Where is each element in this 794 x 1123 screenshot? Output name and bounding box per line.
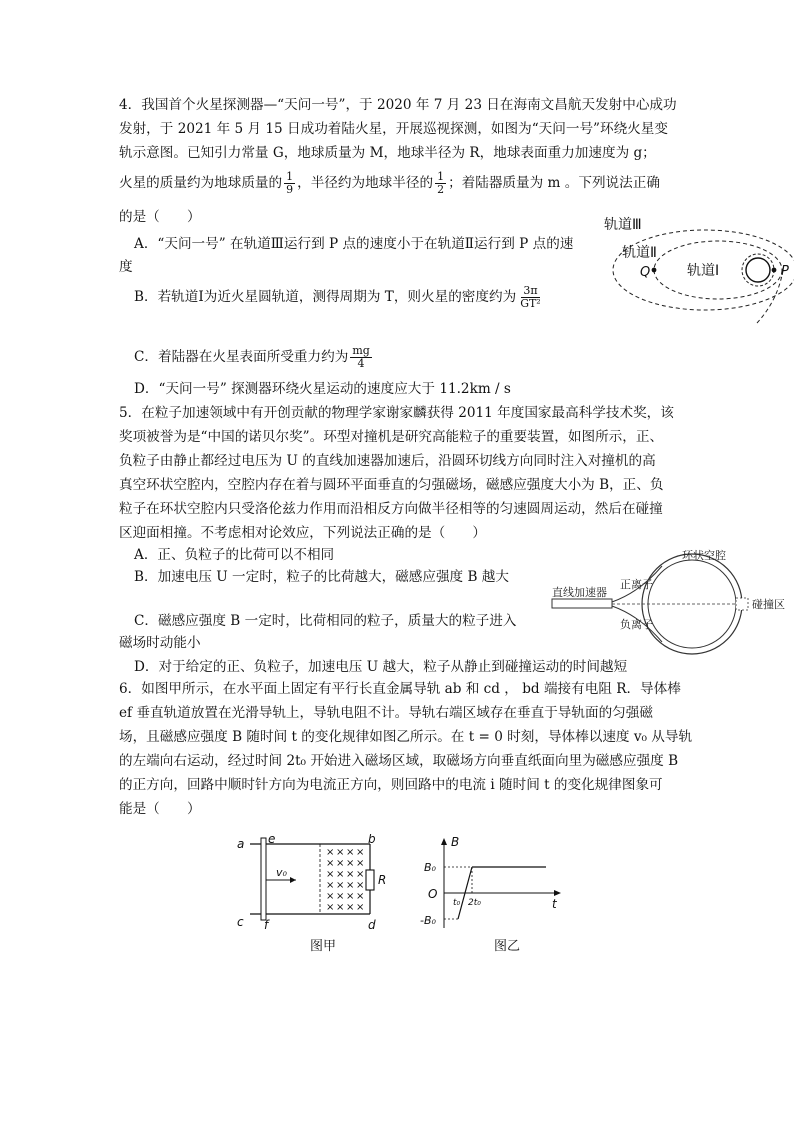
q6-line3: 场，且磁感应强度 B 随时间 t 的变化规律如图乙所示。在 t = 0 时刻，导体棒以速度 v₀ 从导轨 [119,729,693,745]
field-cross-mark: × [336,880,345,891]
field-cross-mark: × [346,858,355,869]
label-t-axis: t [552,897,557,911]
label-2t0: 2t₀ [468,898,481,908]
q5-option-c-line2: 磁场时动能小 [119,635,201,651]
q4-orbit-figure [600,210,794,335]
point-p [772,268,777,273]
label-a: a [237,837,245,851]
cavity-label: 环状空腔 [682,549,726,562]
q5-option-a: A．正、负粒子的比荷可以不相同 [134,547,335,563]
q6-figure-b [418,834,568,956]
label-e: e [268,834,276,846]
label-c: c [237,915,244,929]
field-cross-mark: × [356,858,365,869]
field-cross-mark: × [336,902,345,913]
q5-line6: 区迎面相撞。不考虑相对论效应，下列说法正确的是（ ） [119,525,487,541]
label-v0: v₀ [276,866,287,879]
caption-figure-a: 图甲 [310,939,337,954]
q6-line1: 6．如图甲所示，在水平面上固定有平行长直金属导轨 ab 和 cd ， bd 端接有电阻 R．导体棒 [119,681,681,697]
q4-line4a: 火星的质量约为地球质量的 [119,175,283,191]
field-cross-mark: × [346,902,355,913]
label-f: f [264,918,269,932]
q5-line5: 粒子在环状空腔内只受洛伦兹力作用而沿相反方向做半径相等的匀速圆周运动，然后在碰撞 [119,501,663,517]
q5-option-d: D．对于给定的正、负粒子，加速电压 U 越大，粒子从静止到碰撞运动的时间越短 [134,659,628,675]
field-cross-mark: × [326,847,335,858]
q5-option-c-line1: C．磁感应强度 B 一定时，比荷相同的粒子，质量大的粒子进入 [134,613,517,629]
label-q: Q [640,265,651,280]
caption-figure-b: 图乙 [494,939,521,954]
q5-line2: 奖项被誉为是“中国的诺贝尔奖”。环型对撞机是研究高能粒子的重要装置，如图所示，正、 [119,429,664,445]
field-cross-mark: × [336,847,345,858]
q5-line3: 负粒子由静止都经过电压为 U 的直线加速器加速后，沿圆环切线方向同时注入对撞机的高 [119,453,656,469]
q4-line1: 4．我国首个火星探测器—“天问一号”，于 2020 年 7 月 23 日在海南文昌航天发射中心成功 [119,97,677,113]
field-cross-mark: × [326,902,335,913]
label-origin: O [428,887,438,901]
magnetic-field-region [326,847,364,913]
q4-line4 [119,170,660,196]
field-cross-mark: × [326,880,335,891]
field-cross-mark: × [356,891,365,902]
label-b-axis: B [451,835,460,849]
accelerator-label: 直线加速器 [552,586,607,599]
q4-line4c: ；着陆器质量为 m 。下列说法正确 [448,175,660,191]
q4-option-b [134,284,545,310]
positive-ion-label: 正离子 [620,578,653,591]
field-cross-mark: × [346,869,355,880]
q4-option-a-line1: A．“天问一号” 在轨道Ⅲ运行到 P 点的速度小于在轨道Ⅱ运行到 P 点的速 [134,236,574,252]
label-neg-b0: -B₀ [420,914,436,927]
label-d: d [368,918,376,932]
field-cross-mark: × [326,869,335,880]
q5-option-b: B．加速电压 U 一定时，粒子的比荷越大，磁感应强度 B 越大 [134,569,509,585]
q4-line3: 轨示意图。已知引力常量 G，地球质量为 M，地球半径为 R，地球表面重力加速度为 g； [119,145,656,161]
label-r: R [378,873,387,887]
q6-line5: 的正方向，回路中顺时针方向为电流正方向，则回路中的电流 i 随时间 t 的变化规律图象可 [119,777,663,793]
label-p: P [781,264,789,279]
negative-ion-label: 负离子 [620,618,653,631]
q4-fraction-one-ninth: $\frac{1}{9}$ [286,170,294,196]
field-cross-mark: × [346,847,355,858]
field-cross-mark: × [336,891,345,902]
q6-line6: 能是（ ） [119,801,201,817]
q4-line4b: ，半径约为地球半径的 [297,175,434,191]
q4-option-b-fraction: $\frac{3\pi}{\text{GT²}}$ [520,284,541,310]
label-t0: t₀ [453,898,461,908]
q4-option-c-text: C．着陆器在火星表面所受重力约为 [134,349,349,365]
field-cross-mark: × [356,869,365,880]
q4-option-d: D．“天问一号” 探测器环绕火星运动的速度应大于 11.2km / s [134,381,511,397]
orbit-1-label: 轨道Ⅰ [687,263,720,279]
point-q [652,268,657,273]
q6-line2: ef 垂直轨道放置在光滑导轨上，导轨电阻不计。导轨右端区域存在垂直于导轨面的匀强磁 [119,705,653,721]
resistor-r [366,870,374,890]
q4-option-a-line2: 度 [119,259,133,275]
rod-ef [261,838,266,920]
field-cross-mark: × [336,858,345,869]
field-cross-mark: × [326,891,335,902]
field-cross-mark: × [326,858,335,869]
q6-line4: 的左端向右运动，经过时间 2t₀ 开始进入磁场区域，取磁场方向垂直纸面向里为磁感应强度 B [119,753,679,769]
mars-planet [746,258,770,282]
field-cross-mark: × [346,891,355,902]
field-cross-mark: × [356,847,365,858]
orbit-2-label: 轨道Ⅱ [622,245,657,261]
q4-option-c [134,344,374,370]
q5-line4: 真空环状空腔内，空腔内存在着与圆环平面垂直的匀强磁场，磁感应强度大小为 B，正、负 [119,477,664,493]
orbit-3-label: 轨道Ⅲ [604,217,642,233]
b-axis-arrow [441,838,447,845]
velocity-arrow-head [290,877,296,883]
label-b0: B₀ [424,861,436,874]
q6-figure-a [234,834,394,956]
label-b: b [368,834,376,846]
field-cross-mark: × [346,880,355,891]
field-cross-mark: × [356,880,365,891]
collision-zone-label: 碰撞区 [752,598,785,611]
t-axis-arrow [554,890,561,896]
q4-option-c-fraction: $\frac{mg}{4}$ [352,344,370,370]
q5-line1: 5．在粒子加速领域中有开创贡献的物理学家谢家麟获得 2011 年度国家最高科学技术奖，该 [119,405,674,421]
q5-collider-figure [548,546,794,658]
q4-option-b-text: B．若轨道Ⅰ为近火星圆轨道，测得周期为 T，则火星的密度约为 [134,289,517,305]
q4-fraction-one-half: $\frac{1}{2}$ [437,170,445,196]
q4-line2: 发射，于 2021 年 5 月 15 日成功着陆火星，开展巡视探测，如图为“天问一号”环绕火星变 [119,121,668,137]
q4-line5: 的是（ ） [119,209,201,225]
collision-zone-box [736,598,748,610]
linear-accelerator [552,599,612,608]
field-cross-mark: × [336,869,345,880]
field-cross-mark: × [356,902,365,913]
